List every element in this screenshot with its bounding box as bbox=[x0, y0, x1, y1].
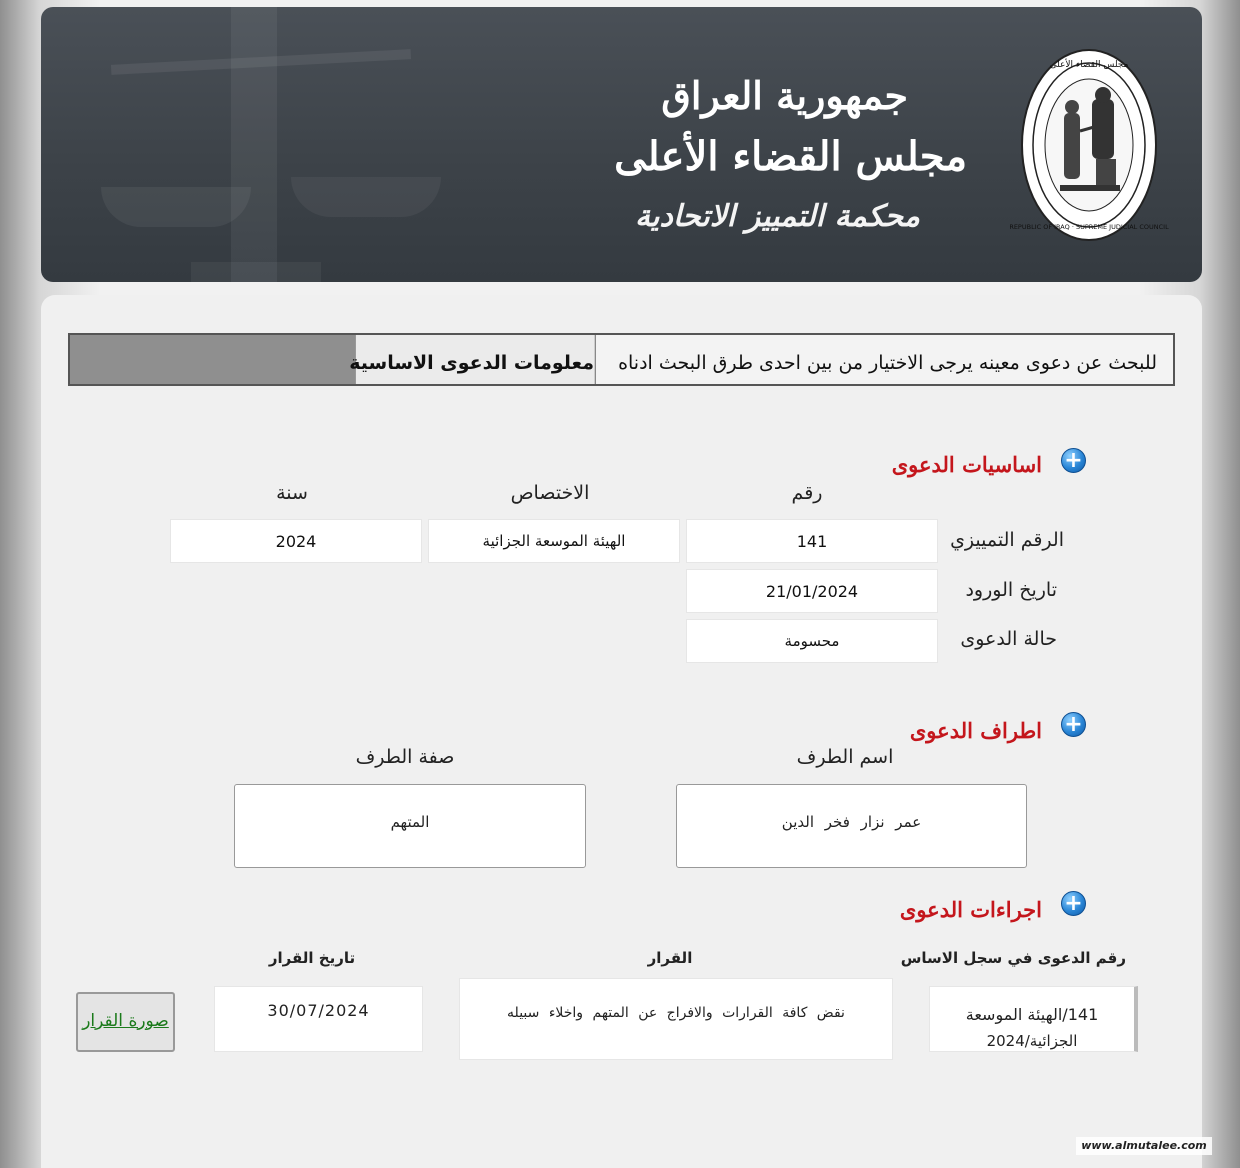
tab-basic-info[interactable]: معلومات الدعوى الاساسية bbox=[355, 335, 595, 384]
record-number-line-2: الجزائية/2024 bbox=[986, 1032, 1078, 1050]
scale-base-decoration bbox=[191, 262, 321, 282]
decision-date-field: 30/07/2024 bbox=[214, 986, 423, 1052]
scale-pan-decoration bbox=[291, 177, 441, 217]
seal-arabic-text: مجلس القضاء الأعلى bbox=[1049, 60, 1129, 70]
party-name-field: عمر نزار فخر الدين bbox=[676, 784, 1027, 868]
section-title-parties: اطراف الدعوى bbox=[909, 718, 1042, 743]
section-title-procedures: اجراءات الدعوى bbox=[899, 897, 1042, 922]
column-label-number: رقم bbox=[791, 482, 823, 504]
year-field: 2024 bbox=[170, 519, 422, 563]
column-label-party-role: صفة الطرف bbox=[355, 746, 455, 768]
scale-of-justice-background bbox=[231, 7, 277, 282]
watermark: www.almutalee.com bbox=[1076, 1137, 1212, 1155]
label-cassation-number: الرقم التمييزي bbox=[950, 529, 1064, 551]
section-title-basics: اساسيات الدعوى bbox=[891, 452, 1042, 477]
specialty-field: الهيئة الموسعة الجزائية bbox=[428, 519, 680, 563]
header-court: محكمة التمييز الاتحادية bbox=[635, 199, 920, 234]
case-status-field: محسومة bbox=[686, 619, 938, 663]
column-label-year: سنة bbox=[276, 482, 308, 504]
decision-image-button[interactable]: صورة القرار bbox=[76, 992, 175, 1052]
label-case-status: حالة الدعوى bbox=[960, 628, 1057, 650]
arrival-date-field: 21/01/2024 bbox=[686, 569, 938, 613]
council-seal-logo bbox=[1009, 47, 1169, 243]
party-role-field: المتهم bbox=[234, 784, 586, 868]
column-label-specialty: الاختصاص bbox=[510, 482, 590, 504]
column-label-decision: القرار bbox=[647, 949, 693, 967]
cassation-number-field: 141 bbox=[686, 519, 938, 563]
expand-plus-icon[interactable]: + bbox=[1061, 448, 1086, 473]
header-council: مجلس القضاء الأعلى bbox=[614, 133, 967, 180]
decision-field: نقض كافة القرارات والافراج عن المتهم واخلاء سبيله bbox=[459, 978, 893, 1060]
seal-english-text: REPUBLIC OF IRAQ · SUPREME JUDICIAL COUNCIL bbox=[1009, 223, 1169, 231]
tab-bar bbox=[68, 333, 1175, 386]
label-arrival-date: تاريخ الورود bbox=[965, 579, 1057, 601]
tab-search-instructions[interactable]: للبحث عن دعوى معينه يرجى الاختيار من بين احدى طرق البحث ادناه bbox=[595, 335, 1173, 384]
scale-pan-decoration bbox=[101, 187, 251, 227]
column-label-record-number: رقم الدعوى في سجل الاساس bbox=[900, 949, 1126, 967]
header-country: جمهورية العراق bbox=[661, 73, 908, 118]
expand-plus-icon[interactable]: + bbox=[1061, 712, 1086, 737]
record-number-line-1: 141/الهيئة الموسعة bbox=[965, 1005, 1099, 1024]
expand-plus-icon[interactable]: + bbox=[1061, 891, 1086, 916]
site-header bbox=[41, 7, 1202, 282]
record-number-field bbox=[929, 986, 1138, 1052]
column-label-decision-date: تاريخ القرار bbox=[268, 949, 356, 967]
column-label-party-name: اسم الطرف bbox=[796, 746, 894, 768]
